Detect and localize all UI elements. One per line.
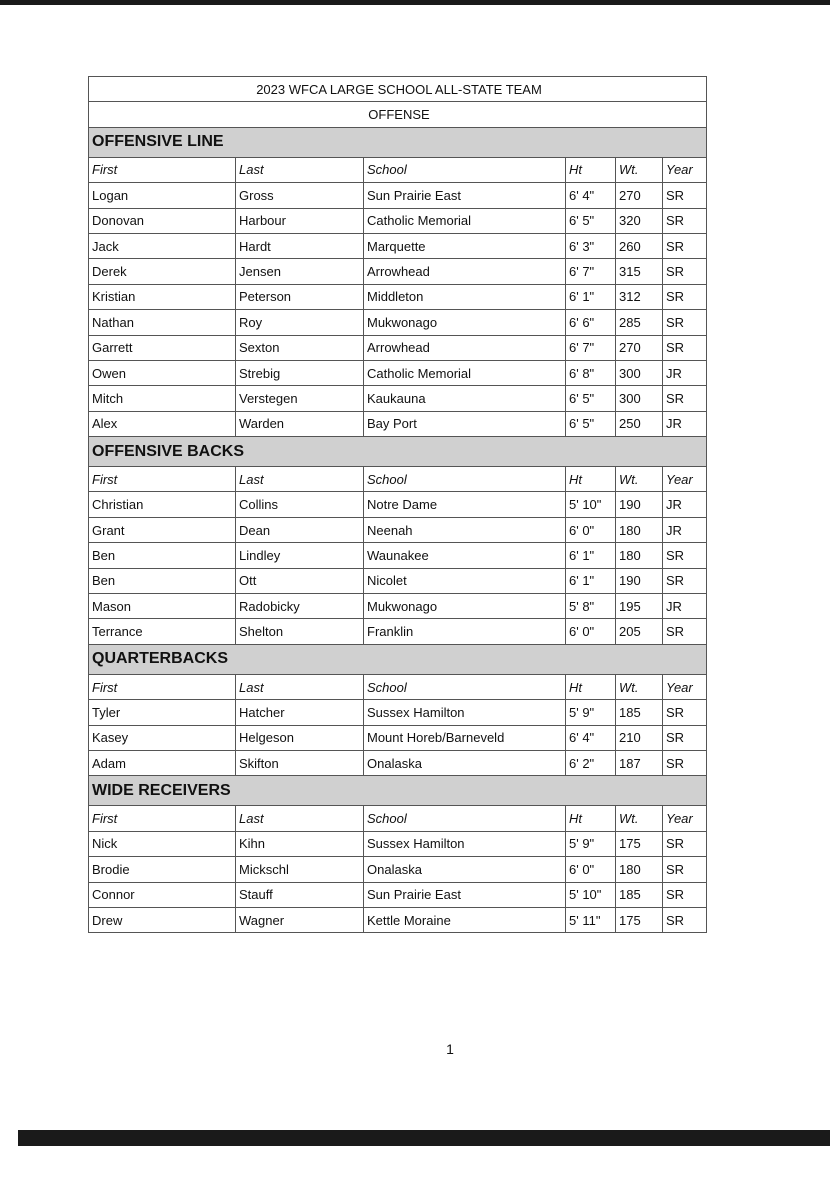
cell-year: SR — [663, 233, 707, 258]
cell-year: SR — [663, 310, 707, 335]
cell-wt: 180 — [616, 543, 663, 568]
cell-last: Hatcher — [236, 700, 364, 725]
cell-ht: 6' 5" — [566, 208, 616, 233]
column-header-wt: Wt. — [616, 806, 663, 831]
cell-ht: 5' 10" — [566, 492, 616, 517]
cell-first: Tyler — [89, 700, 236, 725]
cell-year: SR — [663, 208, 707, 233]
column-header-row — [89, 467, 707, 492]
cell-first: Donovan — [89, 208, 236, 233]
cell-wt: 300 — [616, 360, 663, 385]
table-row — [89, 284, 707, 309]
cell-wt: 250 — [616, 411, 663, 436]
cell-first: Ben — [89, 568, 236, 593]
column-header-first: First — [89, 157, 236, 182]
page-subtitle: OFFENSE — [89, 102, 707, 127]
cell-ht: 6' 5" — [566, 411, 616, 436]
cell-first: Connor — [89, 882, 236, 907]
cell-wt: 315 — [616, 259, 663, 284]
table-row — [89, 568, 707, 593]
table-row — [89, 882, 707, 907]
column-header-ht: Ht — [566, 806, 616, 831]
cell-last: Kihn — [236, 831, 364, 856]
cell-school: Neenah — [364, 517, 566, 542]
cell-last: Radobicky — [236, 594, 364, 619]
cell-ht: 6' 2" — [566, 750, 616, 775]
column-header-year: Year — [663, 806, 707, 831]
cell-ht: 6' 0" — [566, 517, 616, 542]
cell-last: Mickschl — [236, 857, 364, 882]
table-row — [89, 386, 707, 411]
cell-last: Hardt — [236, 233, 364, 258]
column-header-last: Last — [236, 806, 364, 831]
cell-first: Kristian — [89, 284, 236, 309]
cell-ht: 6' 4" — [566, 725, 616, 750]
column-header-row — [89, 157, 707, 182]
table-row — [89, 725, 707, 750]
cell-school: Mount Horeb/Barneveld — [364, 725, 566, 750]
cell-ht: 6' 0" — [566, 857, 616, 882]
cell-first: Kasey — [89, 725, 236, 750]
cell-ht: 6' 1" — [566, 284, 616, 309]
cell-year: JR — [663, 411, 707, 436]
subtitle-row — [89, 102, 707, 127]
cell-first: Ben — [89, 543, 236, 568]
cell-last: Verstegen — [236, 386, 364, 411]
cell-first: Garrett — [89, 335, 236, 360]
cell-ht: 6' 8" — [566, 360, 616, 385]
cell-year: JR — [663, 360, 707, 385]
column-header-last: Last — [236, 674, 364, 699]
column-header-year: Year — [663, 674, 707, 699]
column-header-year: Year — [663, 157, 707, 182]
table-row — [89, 907, 707, 932]
column-header-first: First — [89, 806, 236, 831]
cell-last: Stauff — [236, 882, 364, 907]
cell-school: Arrowhead — [364, 259, 566, 284]
cell-first: Christian — [89, 492, 236, 517]
cell-school: Kaukauna — [364, 386, 566, 411]
cell-school: Mukwonago — [364, 310, 566, 335]
cell-year: SR — [663, 725, 707, 750]
cell-wt: 210 — [616, 725, 663, 750]
cell-first: Mitch — [89, 386, 236, 411]
cell-year: SR — [663, 543, 707, 568]
cell-last: Jensen — [236, 259, 364, 284]
table-row — [89, 259, 707, 284]
table-row — [89, 233, 707, 258]
cell-wt: 205 — [616, 619, 663, 644]
cell-year: SR — [663, 284, 707, 309]
section-header-row — [89, 127, 707, 157]
column-header-school: School — [364, 157, 566, 182]
table-row — [89, 750, 707, 775]
section-header-row — [89, 437, 707, 467]
cell-last: Harbour — [236, 208, 364, 233]
cell-school: Sun Prairie East — [364, 882, 566, 907]
column-header-wt: Wt. — [616, 157, 663, 182]
cell-last: Skifton — [236, 750, 364, 775]
table-row — [89, 857, 707, 882]
table-row — [89, 360, 707, 385]
cell-year: SR — [663, 882, 707, 907]
cell-first: Terrance — [89, 619, 236, 644]
cell-school: Nicolet — [364, 568, 566, 593]
cell-school: Arrowhead — [364, 335, 566, 360]
cell-year: SR — [663, 857, 707, 882]
cell-wt: 180 — [616, 857, 663, 882]
cell-school: Sun Prairie East — [364, 183, 566, 208]
cell-year: SR — [663, 750, 707, 775]
table-row — [89, 831, 707, 856]
cell-school: Mukwonago — [364, 594, 566, 619]
cell-first: Mason — [89, 594, 236, 619]
column-header-wt: Wt. — [616, 467, 663, 492]
cell-last: Ott — [236, 568, 364, 593]
top-edge-bar — [0, 0, 830, 5]
cell-year: SR — [663, 386, 707, 411]
cell-school: Kettle Moraine — [364, 907, 566, 932]
section-title: QUARTERBACKS — [89, 644, 707, 674]
cell-year: JR — [663, 517, 707, 542]
cell-ht: 6' 0" — [566, 619, 616, 644]
cell-school: Sussex Hamilton — [364, 831, 566, 856]
cell-wt: 270 — [616, 335, 663, 360]
page-title: 2023 WFCA LARGE SCHOOL ALL-STATE TEAM — [89, 77, 707, 102]
column-header-last: Last — [236, 157, 364, 182]
cell-wt: 320 — [616, 208, 663, 233]
cell-last: Sexton — [236, 335, 364, 360]
column-header-school: School — [364, 806, 566, 831]
table-row — [89, 492, 707, 517]
section-title: OFFENSIVE BACKS — [89, 437, 707, 467]
column-header-ht: Ht — [566, 157, 616, 182]
column-header-first: First — [89, 674, 236, 699]
cell-first: Jack — [89, 233, 236, 258]
cell-ht: 6' 4" — [566, 183, 616, 208]
column-header-year: Year — [663, 467, 707, 492]
cell-last: Lindley — [236, 543, 364, 568]
cell-last: Gross — [236, 183, 364, 208]
cell-first: Brodie — [89, 857, 236, 882]
column-header-ht: Ht — [566, 674, 616, 699]
cell-school: Waunakee — [364, 543, 566, 568]
cell-wt: 195 — [616, 594, 663, 619]
cell-wt: 270 — [616, 183, 663, 208]
cell-year: SR — [663, 700, 707, 725]
roster-sheet — [88, 76, 706, 933]
cell-first: Grant — [89, 517, 236, 542]
cell-ht: 6' 1" — [566, 568, 616, 593]
cell-school: Onalaska — [364, 857, 566, 882]
cell-ht: 5' 9" — [566, 831, 616, 856]
cell-first: Owen — [89, 360, 236, 385]
cell-wt: 175 — [616, 831, 663, 856]
cell-wt: 260 — [616, 233, 663, 258]
cell-year: JR — [663, 594, 707, 619]
cell-last: Roy — [236, 310, 364, 335]
cell-first: Adam — [89, 750, 236, 775]
section-title: OFFENSIVE LINE — [89, 127, 707, 157]
cell-year: SR — [663, 335, 707, 360]
cell-ht: 6' 7" — [566, 335, 616, 360]
cell-ht: 5' 10" — [566, 882, 616, 907]
cell-ht: 5' 9" — [566, 700, 616, 725]
cell-year: SR — [663, 831, 707, 856]
cell-year: JR — [663, 492, 707, 517]
cell-year: SR — [663, 619, 707, 644]
cell-wt: 285 — [616, 310, 663, 335]
roster-table — [88, 76, 707, 933]
section-title: WIDE RECEIVERS — [89, 776, 707, 806]
cell-wt: 175 — [616, 907, 663, 932]
cell-last: Strebig — [236, 360, 364, 385]
cell-school: Sussex Hamilton — [364, 700, 566, 725]
table-row — [89, 619, 707, 644]
cell-last: Dean — [236, 517, 364, 542]
section-header-row — [89, 644, 707, 674]
column-header-row — [89, 806, 707, 831]
table-row — [89, 183, 707, 208]
cell-year: SR — [663, 568, 707, 593]
cell-last: Shelton — [236, 619, 364, 644]
page-number: 1 — [446, 1041, 454, 1057]
cell-last: Wagner — [236, 907, 364, 932]
cell-school: Catholic Memorial — [364, 360, 566, 385]
cell-ht: 6' 1" — [566, 543, 616, 568]
cell-last: Peterson — [236, 284, 364, 309]
cell-school: Middleton — [364, 284, 566, 309]
cell-first: Nathan — [89, 310, 236, 335]
cell-wt: 185 — [616, 700, 663, 725]
cell-first: Alex — [89, 411, 236, 436]
table-row — [89, 700, 707, 725]
cell-school: Catholic Memorial — [364, 208, 566, 233]
cell-year: SR — [663, 183, 707, 208]
table-row — [89, 517, 707, 542]
cell-last: Helgeson — [236, 725, 364, 750]
column-header-school: School — [364, 674, 566, 699]
cell-ht: 6' 5" — [566, 386, 616, 411]
cell-school: Marquette — [364, 233, 566, 258]
cell-ht: 5' 11" — [566, 907, 616, 932]
cell-school: Notre Dame — [364, 492, 566, 517]
column-header-row — [89, 674, 707, 699]
table-row — [89, 543, 707, 568]
cell-wt: 187 — [616, 750, 663, 775]
column-header-school: School — [364, 467, 566, 492]
cell-first: Derek — [89, 259, 236, 284]
column-header-last: Last — [236, 467, 364, 492]
title-row — [89, 77, 707, 102]
column-header-ht: Ht — [566, 467, 616, 492]
cell-first: Drew — [89, 907, 236, 932]
cell-wt: 190 — [616, 492, 663, 517]
table-row — [89, 310, 707, 335]
cell-wt: 185 — [616, 882, 663, 907]
cell-ht: 6' 6" — [566, 310, 616, 335]
cell-year: SR — [663, 907, 707, 932]
cell-last: Collins — [236, 492, 364, 517]
section-header-row — [89, 776, 707, 806]
cell-first: Nick — [89, 831, 236, 856]
column-header-wt: Wt. — [616, 674, 663, 699]
table-row — [89, 335, 707, 360]
cell-ht: 6' 3" — [566, 233, 616, 258]
column-header-first: First — [89, 467, 236, 492]
cell-ht: 6' 7" — [566, 259, 616, 284]
cell-wt: 190 — [616, 568, 663, 593]
cell-school: Franklin — [364, 619, 566, 644]
cell-wt: 180 — [616, 517, 663, 542]
cell-school: Onalaska — [364, 750, 566, 775]
cell-wt: 300 — [616, 386, 663, 411]
cell-first: Logan — [89, 183, 236, 208]
cell-ht: 5' 8" — [566, 594, 616, 619]
table-row — [89, 594, 707, 619]
cell-year: SR — [663, 259, 707, 284]
cell-school: Bay Port — [364, 411, 566, 436]
cell-last: Warden — [236, 411, 364, 436]
table-row — [89, 208, 707, 233]
bottom-edge-bar — [18, 1130, 830, 1146]
table-row — [89, 411, 707, 436]
cell-wt: 312 — [616, 284, 663, 309]
